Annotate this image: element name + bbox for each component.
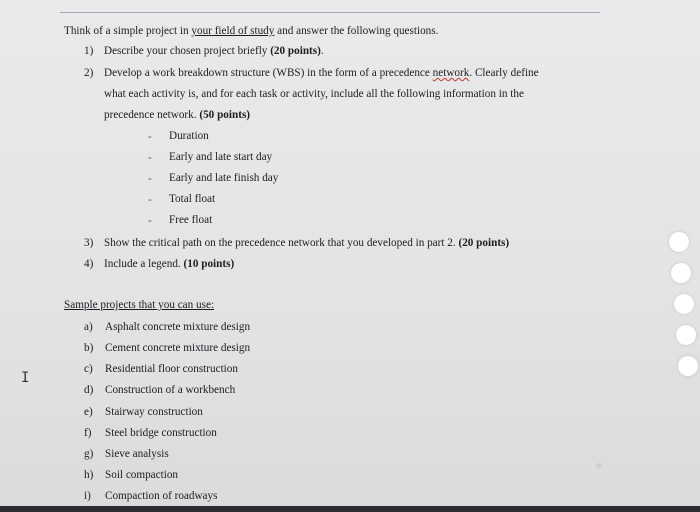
question-4-number: 4) (84, 258, 94, 270)
question-2-points: (50 points) (199, 109, 251, 121)
sample-number: c) (84, 363, 93, 375)
sub-item-finish-day: Early and late finish day (169, 172, 279, 184)
sample-number: i) (84, 490, 91, 502)
bottom-bar (0, 506, 700, 512)
question-3-points: (20 points) (458, 237, 510, 249)
sample-item: Compaction of roadways (105, 490, 218, 502)
question-1-number: 1) (84, 45, 94, 57)
question-1-body: Describe your chosen project briefly (104, 45, 271, 57)
sample-item: Soil compaction (105, 469, 179, 481)
sample-item: Asphalt concrete mixture design (105, 321, 251, 333)
question-2-line-1-pre: Develop a work breakdown structure (WBS) in the form of a precedence (104, 67, 433, 79)
samples-heading: Sample projects that you can use: (64, 299, 215, 311)
sub-item-dash: - (148, 173, 152, 185)
page-dot-icon (671, 263, 691, 283)
sub-item-free-float: Free float (169, 214, 213, 226)
sub-item-dash: - (148, 152, 152, 164)
sample-number: b) (84, 342, 94, 354)
question-2-number: 2) (84, 67, 94, 79)
sample-number: a) (84, 321, 93, 333)
sample-item: Residential floor construction (105, 363, 238, 375)
sample-number: f) (84, 427, 92, 439)
question-1-tail: . (320, 45, 324, 57)
top-divider (60, 12, 600, 13)
intro-post: and answer the following questions. (274, 25, 439, 37)
question-4-points: (10 points) (183, 258, 235, 270)
intro-text (64, 24, 438, 38)
sample-item: Construction of a workbench (105, 384, 236, 396)
question-1-points: (20 points) (270, 45, 321, 57)
question-2-line-1-post: . Clearly define (469, 67, 539, 79)
sample-number: g) (84, 448, 94, 460)
sample-number: e) (84, 406, 93, 418)
intro-pre: Think of a simple project in (64, 25, 192, 37)
question-2-line-3 (104, 108, 250, 122)
question-1-text (104, 44, 324, 58)
small-dot-icon (596, 463, 602, 469)
intro-underlined: your field of study (191, 25, 275, 37)
sample-number: d) (84, 384, 94, 396)
sub-item-dash: - (148, 131, 152, 143)
question-2-line-1 (104, 66, 539, 80)
sample-item: Sieve analysis (105, 448, 169, 460)
page-dot-icon (674, 294, 694, 314)
question-4-text (104, 257, 234, 271)
sub-item-duration: Duration (169, 130, 209, 142)
question-3-body: Show the critical path on the precedence network that you developed in part 2. (104, 237, 459, 249)
question-3-text (104, 236, 509, 250)
sub-item-dash: - (148, 194, 152, 206)
question-2-line-3-pre: precedence network. (104, 109, 200, 121)
question-2-network-word: network (432, 67, 470, 79)
sub-item-total-float: Total float (169, 193, 216, 205)
question-4-body: Include a legend. (104, 258, 184, 270)
question-2-line-2: what each activity is, and for each task or activity, include all the following information in the (104, 88, 524, 100)
sample-number: h) (84, 469, 94, 481)
sample-item: Stairway construction (105, 406, 203, 418)
text-cursor-icon: I (21, 370, 30, 386)
question-3-number: 3) (84, 237, 94, 249)
sample-item: Steel bridge construction (105, 427, 217, 439)
sub-item-dash: - (148, 215, 152, 227)
sub-item-start-day: Early and late start day (169, 151, 273, 163)
page-dot-icon (676, 325, 696, 345)
page-dot-icon (669, 232, 689, 252)
sample-item: Cement concrete mixture design (105, 342, 251, 354)
page-dot-icon (678, 356, 698, 376)
